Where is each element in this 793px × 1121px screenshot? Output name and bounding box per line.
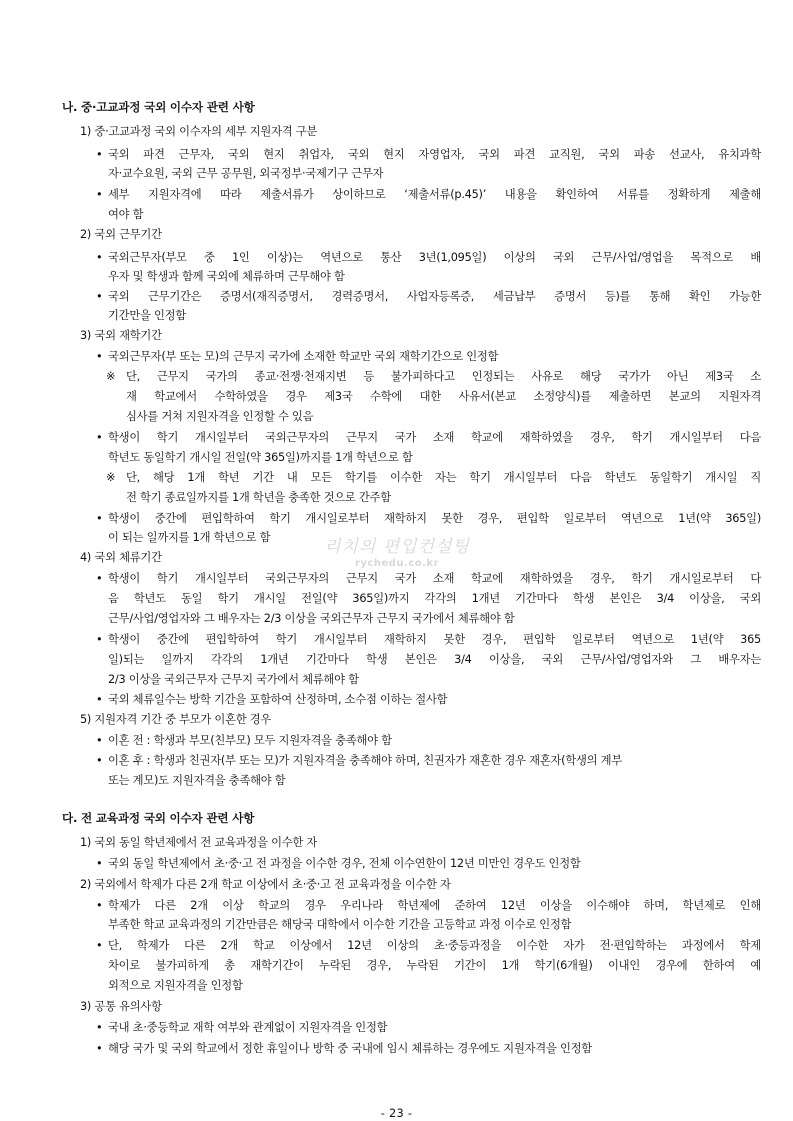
bullet-line-cont: 근무/사업/영업자와 그 배우자는 2/3 이상을 국외근무자 근무지 국가에서 체류해야 함 [108, 612, 515, 625]
item-heading-1: 1) 중·고교과정 국외 이수자의 세부 지원자격 구분 [80, 125, 318, 138]
bullet-line-cont: 기간만을 인정함 [108, 309, 186, 322]
bullet-mark: • [96, 572, 103, 585]
section-na-title: 나. 중·고교과정 국외 이수자 관련 사항 [62, 100, 255, 114]
bullet-mark: • [96, 693, 103, 706]
bullet-line-cont: 차이로 불가피하게 총 재학기간이 누락된 경우, 누락된 기간이 1개 학기(6개월) 이내인 경우에 한하여 예 [108, 959, 761, 972]
item-heading-5: 5) 지원자격 기간 중 부모가 이혼한 경우 [80, 713, 272, 726]
item-heading-1: 1) 국외 동일 학년제에서 전 교육과정을 이수한 자 [80, 836, 318, 849]
item-heading-2: 2) 국외에서 학제가 다른 2개 학교 이상에서 초·중·고 전 교육과정을 이수한 자 [80, 878, 451, 891]
bullet-line-cont: 우자 및 학생과 함께 국외에 체류하며 근무해야 함 [108, 270, 345, 283]
bullet-line-cont: 자·교수요원, 국외 근무 공무원, 외국정부·국제기구 근무자 [108, 167, 384, 180]
bullet-line: • 국외 동일 학년제에서 초·중·고 전 과정을 이수한 경우, 전체 이수연한이 12년 미만인 경우도 인정함 [96, 857, 581, 870]
bullet-line: • 국외 체류일수는 방학 기간을 포함하여 산정하며, 소수점 이하는 절사함 [96, 693, 448, 706]
bullet-line-cont: 일)되는 일까지 각각의 1개년 기간마다 학생 본인은 3/4 이상을, 국외 근무/사업/영업자와 그 배우자는 [108, 653, 761, 666]
note-line-cont: 심사를 거쳐 지원자격을 인정할 수 있음 [126, 410, 314, 423]
item-heading-3: 3) 국외 재학기간 [80, 329, 162, 342]
bullet-mark: • [96, 188, 103, 201]
bullet-mark: • [96, 734, 103, 747]
bullet-mark: • [96, 148, 103, 161]
bullet-line: • 단, 학제가 다른 2개 학교 이상에서 12년 이상의 초·중등과정을 이수한 자가 전·편입학하는 과정에서 학제 [96, 939, 761, 952]
bullet-line: • 국외 근무기간은 증명서(재직증명서, 경력증명서, 사업자등록증, 세금납부 증명서 등)를 통해 확인 가능한 [96, 290, 761, 303]
bullet-line: • 학생이 학기 개시일부터 국외근무자의 근무지 국가 소재 학교에 재학하였을 경우, 학기 개시일로부터 다 [96, 572, 761, 585]
item-heading-3: 3) 공통 유의사항 [80, 1000, 162, 1013]
bullet-line-cont: 2/3 이상을 국외근무자 근무지 국가에서 체류해야 함 [108, 673, 359, 686]
bullet-line: • 학생이 학기 개시일부터 국외근무자의 근무지 국가 소재 학교에 재학하였을 경우, 학기 개시일부터 다음 [96, 431, 761, 444]
bullet-line-cont: 부족한 학교 교육과정의 기간만큼은 해당국 대학에서 이수한 기간을 고등학교 과정 이수로 인정함 [108, 918, 572, 931]
bullet-mark: • [96, 350, 103, 363]
bullet-line: • 국외 파견 근무자, 국외 현지 취업자, 국외 현지 자영업자, 국외 파견 교직원, 국외 파송 선교사, 유치과학 [96, 148, 761, 161]
bullet-line: • 국외근무자(부 또는 모)의 근무지 국가에 소재한 학교만 국외 재학기간으로 인정함 [96, 350, 499, 363]
note-mark: ※ [106, 471, 116, 484]
bullet-mark: • [96, 754, 103, 767]
bullet-mark: • [96, 939, 103, 952]
page-number: - 23 - [380, 1107, 413, 1120]
bullet-line: • 학생이 중간에 편입학하여 학기 개시일로부터 재학하지 못한 경우, 편입학 일로부터 역년으로 1년(약 365일) [96, 512, 761, 525]
bullet-line: • 이혼 후 : 학생과 친권자(부 또는 모)가 지원자격을 충족해야 하며, 친권자가 재혼한 경우 재혼자(학생의 계부 [96, 754, 622, 767]
bullet-line-cont: 외적으로 지원자격을 인정함 [108, 979, 243, 992]
bullet-mark: • [96, 1021, 103, 1034]
bullet-line: • 국내 초·중등학교 재학 여부와 관계없이 지원자격을 인정함 [96, 1021, 388, 1034]
note-line-cont: 재 학교에서 수학하였을 경우 제3국 수학에 대한 사유서(본교 소정양식)를 제출하면 본교의 지원자격 [126, 390, 761, 403]
bullet-mark: • [96, 290, 103, 303]
bullet-line: • 국외근무자(부모 중 1인 이상)는 역년으로 통산 3년(1,095일) 이상의 국외 근무/사업/영업을 목적으로 배 [96, 251, 761, 264]
bullet-mark: • [96, 512, 103, 525]
section-da-title: 다. 전 교육과정 국외 이수자 관련 사항 [62, 811, 255, 825]
bullet-mark: • [96, 1042, 103, 1055]
bullet-mark: • [96, 251, 103, 264]
bullet-mark: • [96, 857, 103, 870]
bullet-line: • 이혼 전 : 학생과 부모(친부모) 모두 지원자격을 충족해야 함 [96, 734, 392, 747]
bullet-line-cont: 학년도 동일학기 개시일 전일(약 365일)까지를 1개 학년으로 함 [108, 451, 413, 464]
note-mark: ※ [106, 370, 116, 383]
note-line: ※ 단, 근무지 국가의 종교·전쟁·천재지변 등 불가피하다고 인정되는 사유로 해당 국가가 아닌 제3국 소 [106, 370, 761, 383]
bullet-line-cont: 음 학년도 동일 학기 개시일 전일(약 365일)까지 각각의 1개년 기간마다 학생 본인은 3/4 이상을, 국외 [108, 592, 761, 605]
bullet-mark: • [96, 899, 103, 912]
bullet-line: • 세부 지원자격에 따라 제출서류가 상이하므로 ‘제출서류(p.45)’ 내용을 확인하여 서류를 정확하게 제출해 [96, 188, 761, 201]
bullet-line-cont: 이 되는 일까지를 1개 학년으로 함 [108, 531, 271, 544]
bullet-line: • 해당 국가 및 국외 학교에서 정한 휴일이나 방학 중 국내에 임시 체류하는 경우에도 지원자격을 인정함 [96, 1042, 592, 1055]
bullet-mark: • [96, 431, 103, 444]
bullet-line-cont: 또는 계모)도 지원자격을 충족해야 함 [108, 774, 286, 787]
bullet-mark: • [96, 633, 103, 646]
bullet-line: • 학제가 다른 2개 이상 학교의 경우 우리나라 학년제에 준하여 12년 이상을 이수해야 하며, 학년제로 인해 [96, 899, 761, 912]
item-heading-2: 2) 국외 근무기간 [80, 228, 162, 241]
watermark-logo: 리치의 편입컨설팅 rychedu.co.kr [324, 537, 470, 569]
item-heading-4: 4) 국외 체류기간 [80, 551, 162, 564]
note-line-cont: 전 학기 종료일까지를 1개 학년을 충족한 것으로 간주함 [126, 491, 391, 504]
note-line: ※ 단, 해당 1개 학년 기간 내 모든 학기를 이수한 자는 학기 개시일부터 다음 학년도 동일학기 개시일 직 [106, 471, 761, 484]
bullet-line-cont: 여야 함 [108, 208, 144, 221]
bullet-line: • 학생이 중간에 편입학하여 학기 개시일부터 재학하지 못한 경우, 편입학 일로부터 역년으로 1년(약 365 [96, 633, 761, 646]
